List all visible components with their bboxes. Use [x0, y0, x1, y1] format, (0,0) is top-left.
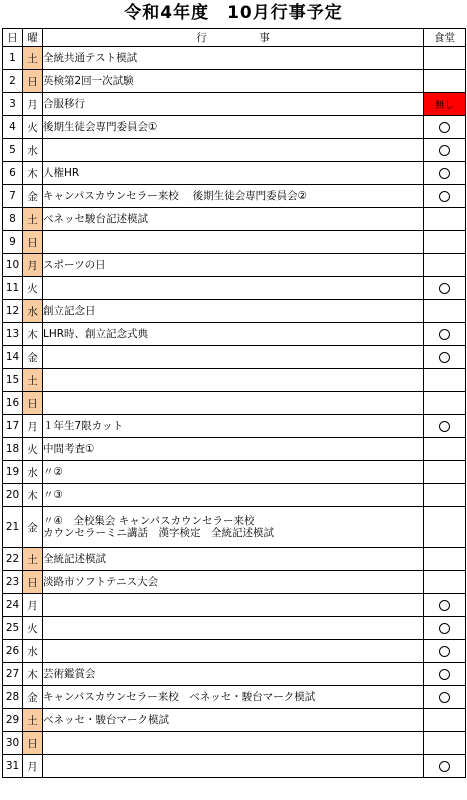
table-row [3, 663, 466, 686]
day-cell: 30 [3, 732, 23, 755]
weekday-cell: 水 [23, 640, 43, 663]
cafeteria-open-cell [424, 640, 466, 663]
event-cell [43, 277, 424, 300]
cafeteria-cell [424, 231, 466, 254]
event-cell [43, 47, 424, 70]
table-row [3, 116, 466, 139]
cafeteria-open-cell [424, 663, 466, 686]
open-circle-icon [439, 600, 450, 611]
event-text: 全統共通テスト模試 [43, 52, 138, 64]
event-cell [43, 617, 424, 640]
cafeteria-cell [424, 47, 466, 70]
event-cell [43, 139, 424, 162]
day-cell: 17 [3, 415, 23, 438]
table-row [3, 640, 466, 663]
event-cell [43, 594, 424, 617]
open-circle-icon [439, 421, 450, 432]
weekday-cell: 日 [23, 392, 43, 415]
weekday-cell: 水 [23, 461, 43, 484]
open-circle-icon [439, 646, 450, 657]
cafeteria-cell [424, 709, 466, 732]
weekday-cell: 日 [23, 732, 43, 755]
table-row [3, 93, 466, 116]
day-cell: 1 [3, 47, 23, 70]
cafeteria-closed-cell: 無し [424, 93, 466, 116]
day-cell: 9 [3, 231, 23, 254]
day-cell: 6 [3, 162, 23, 185]
day-cell: 8 [3, 208, 23, 231]
event-cell [43, 369, 424, 392]
event-text: 創立記念日 [43, 305, 96, 317]
event-text: 人権HR [43, 167, 80, 179]
event-cell [43, 323, 424, 346]
event-cell [43, 93, 424, 116]
table-row [3, 277, 466, 300]
weekday-cell: 火 [23, 617, 43, 640]
table-row [3, 415, 466, 438]
event-text: キャンパスカウンセラー来校 ベネッセ・駿台マーク模試 [43, 691, 316, 703]
event-cell [43, 571, 424, 594]
table-row [3, 617, 466, 640]
day-cell: 31 [3, 755, 23, 778]
table-row [3, 300, 466, 323]
day-cell: 12 [3, 300, 23, 323]
event-cell [43, 484, 424, 507]
header-dow: 曜 [23, 29, 43, 47]
event-cell [43, 300, 424, 323]
weekday-cell: 金 [23, 346, 43, 369]
event-cell [43, 640, 424, 663]
cafeteria-open-cell [424, 346, 466, 369]
day-cell: 11 [3, 277, 23, 300]
weekday-cell: 土 [23, 369, 43, 392]
table-row [3, 709, 466, 732]
day-cell: 14 [3, 346, 23, 369]
cafeteria-open-cell [424, 185, 466, 208]
event-text: カウンセラーミニ講話 漢字検定 全統記述模試 [43, 527, 274, 539]
event-text: 中間考査① [43, 443, 95, 455]
open-circle-icon [439, 623, 450, 634]
day-cell: 27 [3, 663, 23, 686]
table-row [3, 162, 466, 185]
event-cell [43, 663, 424, 686]
event-text: ベネッセ駿台記述模試 [43, 213, 148, 225]
cafeteria-open-cell [424, 415, 466, 438]
weekday-cell: 土 [23, 47, 43, 70]
event-cell [43, 208, 424, 231]
table-row [3, 594, 466, 617]
event-cell [43, 438, 424, 461]
open-circle-icon [439, 191, 450, 202]
cafeteria-open-cell [424, 116, 466, 139]
weekday-cell: 月 [23, 254, 43, 277]
table-row [3, 755, 466, 778]
weekday-cell: 水 [23, 139, 43, 162]
event-text: 〃④ 全校集会 キャンパスカウンセラー来校 [43, 515, 255, 527]
open-circle-icon [439, 761, 450, 772]
event-text: LHR時、創立記念式典 [43, 328, 149, 340]
weekday-cell: 日 [23, 571, 43, 594]
event-cell [43, 732, 424, 755]
event-text: 〃③ [43, 489, 63, 501]
event-cell [43, 254, 424, 277]
cafeteria-cell [424, 548, 466, 571]
table-row [3, 461, 466, 484]
table-row [3, 686, 466, 709]
day-cell: 19 [3, 461, 23, 484]
cafeteria-cell [424, 369, 466, 392]
event-text: 英検第2回一次試験 [43, 75, 134, 87]
day-cell: 21 [3, 507, 23, 548]
weekday-cell: 金 [23, 185, 43, 208]
table-row [3, 185, 466, 208]
open-circle-icon [439, 692, 450, 703]
weekday-cell: 月 [23, 755, 43, 778]
table-row [3, 231, 466, 254]
day-cell: 13 [3, 323, 23, 346]
day-cell: 23 [3, 571, 23, 594]
cafeteria-cell [424, 732, 466, 755]
event-cell [43, 755, 424, 778]
open-circle-icon [439, 168, 450, 179]
event-text: 芸術鑑賞会 [43, 668, 96, 680]
table-row [3, 139, 466, 162]
event-cell [43, 461, 424, 484]
table-row [3, 70, 466, 93]
weekday-cell: 日 [23, 70, 43, 93]
event-cell [43, 162, 424, 185]
cafeteria-cell [424, 254, 466, 277]
day-cell: 7 [3, 185, 23, 208]
header-event: 行 事 [43, 29, 424, 47]
table-row [3, 438, 466, 461]
event-text: スポーツの日 [43, 259, 106, 271]
cafeteria-cell [424, 484, 466, 507]
weekday-cell: 水 [23, 300, 43, 323]
cafeteria-cell [424, 208, 466, 231]
table-row [3, 548, 466, 571]
weekday-cell: 月 [23, 594, 43, 617]
table-row [3, 571, 466, 594]
table-row [3, 507, 466, 548]
header-day: 日 [3, 29, 23, 47]
weekday-cell: 火 [23, 116, 43, 139]
cafeteria-open-cell [424, 686, 466, 709]
event-cell [43, 709, 424, 732]
weekday-cell: 土 [23, 548, 43, 571]
cafeteria-cell [424, 507, 466, 548]
weekday-cell: 土 [23, 709, 43, 732]
open-circle-icon [439, 352, 450, 363]
weekday-cell: 月 [23, 93, 43, 116]
event-text: １年生7限カット [43, 420, 124, 432]
open-circle-icon [439, 669, 450, 680]
cafeteria-open-cell [424, 277, 466, 300]
weekday-cell: 木 [23, 323, 43, 346]
weekday-cell: 月 [23, 415, 43, 438]
event-text: 〃② [43, 466, 63, 478]
event-text: ベネッセ・駿台マーク模試 [43, 714, 169, 726]
day-cell: 4 [3, 116, 23, 139]
event-cell [43, 346, 424, 369]
weekday-cell: 金 [23, 686, 43, 709]
event-text: 淡路市ソフトテニス大会 [43, 576, 159, 588]
header-cafeteria: 食堂 [424, 29, 466, 47]
cafeteria-cell [424, 571, 466, 594]
table-row [3, 392, 466, 415]
day-cell: 10 [3, 254, 23, 277]
event-text: 後期生徒会専門委員会① [43, 121, 158, 133]
event-text: 全統記述模試 [43, 553, 106, 565]
table-row [3, 484, 466, 507]
table-row [3, 323, 466, 346]
cafeteria-open-cell [424, 139, 466, 162]
cafeteria-cell [424, 70, 466, 93]
event-cell [43, 116, 424, 139]
event-cell [43, 507, 424, 548]
cafeteria-open-cell [424, 323, 466, 346]
table-row [3, 47, 466, 70]
cafeteria-open-cell [424, 594, 466, 617]
day-cell: 3 [3, 93, 23, 116]
day-cell: 2 [3, 70, 23, 93]
weekday-cell: 火 [23, 277, 43, 300]
cafeteria-open-cell [424, 755, 466, 778]
table-row [3, 369, 466, 392]
open-circle-icon [439, 283, 450, 294]
open-circle-icon [439, 145, 450, 156]
event-cell [43, 185, 424, 208]
event-text: キャンパスカウンセラー来校 後期生徒会専門委員会② [43, 190, 308, 202]
day-cell: 24 [3, 594, 23, 617]
cafeteria-cell [424, 461, 466, 484]
weekday-cell: 金 [23, 507, 43, 548]
day-cell: 20 [3, 484, 23, 507]
cafeteria-cell [424, 392, 466, 415]
open-circle-icon [439, 329, 450, 340]
day-cell: 22 [3, 548, 23, 571]
weekday-cell: 火 [23, 438, 43, 461]
cafeteria-open-cell [424, 162, 466, 185]
event-cell [43, 415, 424, 438]
weekday-cell: 木 [23, 162, 43, 185]
day-cell: 16 [3, 392, 23, 415]
table-row [3, 208, 466, 231]
event-cell [43, 392, 424, 415]
day-cell: 25 [3, 617, 23, 640]
day-cell: 26 [3, 640, 23, 663]
schedule-table [2, 28, 466, 778]
open-circle-icon [439, 122, 450, 133]
day-cell: 28 [3, 686, 23, 709]
day-cell: 5 [3, 139, 23, 162]
cafeteria-open-cell [424, 617, 466, 640]
weekday-cell: 木 [23, 663, 43, 686]
event-cell [43, 70, 424, 93]
day-cell: 29 [3, 709, 23, 732]
day-cell: 15 [3, 369, 23, 392]
table-row [3, 346, 466, 369]
schedule-body [3, 47, 466, 778]
table-row [3, 732, 466, 755]
event-cell [43, 548, 424, 571]
weekday-cell: 日 [23, 231, 43, 254]
header-row [3, 29, 466, 47]
event-cell [43, 686, 424, 709]
event-text: 合服移行 [43, 98, 85, 110]
day-cell: 18 [3, 438, 23, 461]
weekday-cell: 土 [23, 208, 43, 231]
cafeteria-cell [424, 438, 466, 461]
page-title: 令和4年度 10月行事予定 [124, 3, 343, 23]
cafeteria-cell [424, 300, 466, 323]
event-cell [43, 231, 424, 254]
weekday-cell: 木 [23, 484, 43, 507]
table-row [3, 254, 466, 277]
